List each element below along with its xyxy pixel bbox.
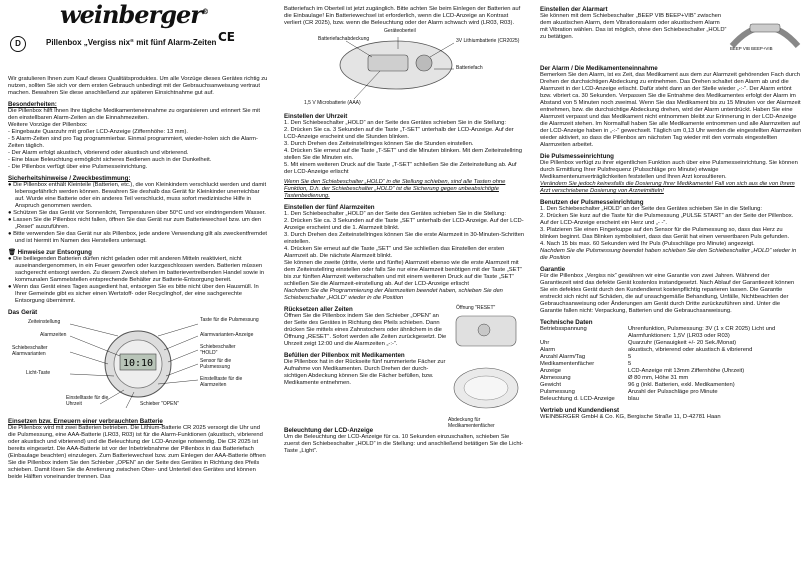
reset-figure <box>448 302 526 429</box>
spec-key: Abmessung <box>540 375 571 381</box>
table-row <box>540 340 802 347</box>
label-lithium: 3V Lithiumbatterie (CR2025) <box>456 38 520 44</box>
label-schiebeschalter: Schiebeschalter Alarmvarianten <box>12 345 48 357</box>
spec-key: Pulsmessung <box>540 389 575 395</box>
battery-cont: Batteriefach im Oberteil ist jetzt zugänglich. Bitte achten Sie beim Einlegen der Batterien auf die Einbaulage! Ein Batteriewechsel ist erforderlich, wenn die LCD-Anzeige an Kontrast verliert (CR 2025), bzw. wenn die Beleuchtung oder der Alarm schwach wird (LR03, R03). <box>284 6 521 26</box>
brand-logo: weinberger® <box>60 0 208 29</box>
safety-list <box>8 182 268 245</box>
pulse-text: Die Pillenbox verfügt zu ihrer eigentlichen Funktion auch über eine Pulsmesseinrichtung. Sie können durch Ermittlung Ihrer Pulsfrequenz (Pulsschläge pro Minute) etwaige Medikamentenunverträglichkeiten feststellen und Ihren Arzt konsultieren. <box>540 160 798 180</box>
switch-label: BEEP VIB BEEP+VIB <box>730 46 773 51</box>
label-alarm-anzeigen: Alarmvarianten-Anzeige <box>200 332 254 338</box>
list-item: ● Lassen Sie die Pillenbox nicht fallen, öffnen Sie das Gerät nur zum Batteriewechsel bzw. um den „Reset“ auszuführen. <box>8 217 262 230</box>
label-reset: Öffnung "RESET" <box>456 305 496 311</box>
alarm-note: Nachdem Sie die Programmierung der Alarmzeiten beendet haben, schieben Sie den Schiebeschalter „HOLD“ wieder in die Position <box>284 288 503 301</box>
table-row <box>540 361 802 368</box>
list-item: Weitere Vorzüge der Pillenbox: <box>8 122 88 128</box>
reset-block <box>284 302 526 429</box>
list-item: - Eine blaue Beleuchtung ermöglicht sicheres Bedienen auch in der Dunkelheit. <box>8 157 212 163</box>
list-item: 3. Durch Drehen des Zeiteinstellringes können Sie die erste Alarmzeit in 30-Minuten-Schritten einstellen. <box>284 232 525 245</box>
list-item: Sie können die zweite (dritte, vierte und fünfte) Alarmzeit ebenso wie die erste Alarmzeit mit dem Zeiteinstellring einstellen oder falls Sie nur eine Alarmzeit benötigen mit der Taste „SET“ bis zur fünften Alarmzeit weiterschalten und mit einem weiteren Druck auf die Taste „SET“ schließen Sie die Alarmzeit-einstellung ab. Auf der LCD-Anzeige erlischt <box>284 260 523 287</box>
intake-heading: Der Alarm / Die Medikamenteneinnahme <box>540 65 658 72</box>
alarm-steps <box>284 211 526 288</box>
list-item: ● Schützen Sie das Gerät vor Sonnenlicht, Temperaturen über 50°C und vor eindringendem Wasser. <box>8 210 266 216</box>
spec-value: blau <box>628 396 639 402</box>
header <box>8 0 268 76</box>
label-einstelltaste-uhr: Einstelltaste für die Uhrzeit <box>66 395 109 407</box>
list-item: 4. Drücken Sie erneut auf die Taste „T-SET“ und die Minuten blinken. Mit dem Zeiteinstellring stellen Sie die Minuten ein. <box>284 148 523 161</box>
list-item: - Eingebaute Quarzuhr mit großer LCD-Anzeige (Ziffernhöhe: 13 mm). <box>8 129 188 135</box>
column-left <box>8 0 268 481</box>
list-item: - 5 Alarm-Zeiten sind pro Tag programmierbar. Einmal programmiert, wieder-holen sich die Alarm-Zeiten täglich. <box>8 136 258 149</box>
label-taste-puls: Taste für die Pulsmessung <box>200 317 259 323</box>
alarm-type-heading: Einstellen der Alarmart <box>540 6 608 13</box>
label-zeiteinstellung: Zeiteinstellung <box>28 319 61 325</box>
warranty-text: Für die Pillenbox „Vergiss nix“ gewähren wir eine Garantie von zwei Jahren. Während der Garantiezeit wird das defekte Gerät kostenlos instandgesetzt. Nach Ablauf der Garantiezeit können Sie ein defektes Gerät durch den Kundendienst kostenpflichtig reparieren lassen. Die Garantie erstreckt sich nicht auf Schäden, die auf unsachgemäße Behandlung, Unfälle, Nichtbeachten der Gebrauchsanweisung oder Änderungen am Gerät durch Dritte zurückzuführen sind. Unter die Garantie fallen nicht: Verpackung, Batterien und die Gebrauchsanweisung. <box>540 273 795 314</box>
spec-value: Uhrenfunktion, Pulsmessung: 3V (1 x CR 2025) Licht und Alarmfunktionen: 1,5V (LR03 oder R03) <box>628 326 776 339</box>
list-item: 3. Durch Drehen des Zeiteinstellringes können Sie die Stunden einstellen. <box>284 141 474 147</box>
pulse-heading: Die Pulsmesseinrichtung <box>540 153 614 160</box>
table-row <box>540 375 802 382</box>
spec-value: 96 g (inkl. Batterien, exkl. Medikamenten) <box>628 382 735 388</box>
reset-heading: Rücksetzen aller Zeiten <box>284 306 353 313</box>
disposal-heading: 🗑 Hinweise zur Entsorgung <box>8 249 92 256</box>
column-right <box>540 6 802 421</box>
light-heading: Beleuchtung der LCD-Anzeige <box>284 427 374 434</box>
device-figure <box>8 318 268 414</box>
spec-value: 5 <box>628 361 632 367</box>
alarm-type-text: Sie können mit dem Schiebeschalter „BEEP VIB BEEP+VIB“ zwischen dem akustischen Alarm, dem Vibrationsalarm oder akustischem Alarm mit Vibration wählen. Das ist möglich, ohne den Schiebeschalter „HOLD“ zu betätigen. <box>540 13 727 40</box>
spec-key: Medikamentenfächer <box>540 361 595 367</box>
spec-value: Ø 80 mm, Höhe 31 mm <box>628 375 689 381</box>
special-heading: Besonderheiten: <box>8 101 57 108</box>
table-row <box>540 347 802 354</box>
list-item: 2. Drücken Sie ca. 3 Sekunden auf die Taste „SET“ unterhalb der LCD-Anzeige. Auf der LCD-Anzeige erscheint und die 1. Alarmzeit blinkt. <box>284 218 524 231</box>
battery-heading: Einsetzen bzw. Erneuern einer verbrauchten Batterie <box>8 418 163 425</box>
warranty-heading: Garantie <box>540 266 566 273</box>
table-row <box>540 368 802 375</box>
list-item: ● Die beiliegenden Batterien dürfen nicht geladen oder mit anderen Mitteln reaktiviert, nicht auseinandergenommen, in ein Feuer geworfen oder kurzgeschlossen werden. Batterien müssen sachgerecht entsorgt werden. Zu diesem Zweck stehen im batterievertreibenden Handel sowie in kommunalen Sammelstellen entsprechende Behälter zur Batterie-Entsorgung bereit. <box>8 256 265 283</box>
tech-table <box>540 326 802 403</box>
table-row <box>540 382 802 389</box>
alarm-type-block <box>540 6 802 61</box>
list-item: 1. Den Schiebeschalter „HOLD“ an der Seite des Gerätes schieben Sie in die Stellung: <box>540 206 763 212</box>
use-steps <box>540 206 802 248</box>
intake-text: Bemerken Sie den Alarm, ist es Zeit, das Medikament aus dem zur Alarmzeit gehörenden Fach durch Drehen der durchsichtigen Abdeckung zu entnehmen. Das Drehen schaltet den Alarm ab und die Alarmzeit in der LCD-Anzeige erlischt. Dafür steht dann an der Stelle wieder „-:-“. Der Alarm ertönt bzw. vibriert ca. 30 Sekunden. Verpassen Sie die Entnahme des Medikamentes erfolgt der Alarm im Abstand von 5 Minuten noch zweimal. Wenn Sie das Medikament bis zu 15 Minuten vor der Alarmzeit entnehmen, bzw. die durchsichtige Abdeckung drehen, wird der Alarm unterdrückt. Haben Sie eine Alarmzeit verpasst und das Medikament nicht entnommen bleibt zur Erinnerung in der LCD-Anzeige die Alarmzeit stehen. Im Normalfall haben Sie alle Medikamente entnommen und alle Alarmzeiten auf der LCD-Anzeige haben in „-:-“ gewechselt. Täglich um 0,13 Uhr werden die eingestellten Alarmzeiten wieder aktiviert, so dass die Pillenbox am nächsten Tag wieder mit den vormals eingestellten Alarmzeiten arbeitet. <box>540 72 802 148</box>
label-oberteil: Geräteoberteil <box>384 28 416 34</box>
label-alarmzeiten: Alarmzeiten <box>40 332 67 338</box>
list-item: 2. Drücken Sie ca. 3 Sekunden auf die Taste „T-SET“ unterhalb der LCD-Anzeige. Auf der LCD-Anzeige erscheint und die Stunden blinken. <box>284 127 514 140</box>
spec-value: LCD-Anzeige mit 13mm Ziffernhöhe (Uhrzeit) <box>628 368 745 374</box>
spec-key: Uhr <box>540 340 550 346</box>
battery-text: Die Pillenbox wird mit zwei Batterien betrieben. Die Lithium-Batterie CR 2025 versorgt die Uhr und die Pulsmessung, eine AAA-Batterie (LR03, R03) ist für die Alarm-Funktionen (akustisch, vibrierend oder akustisch und vibrierend) und die Beleuchtung der LCD-Anzeige notwendig. Die CR 2025 ist bereits eingesetzt. Die AAA-Batterie ist vor der Inbetriebnahme der Pillenbox in das Batteriefach (Einbaulage beachten) einzulegen. Zum Batteriewechsel bzw. zum Einlegen der AAA-Batterie öffnen Sie die Pillenbox indem Sie den Schieber „OPEN“ an der Seite des Gerätes in Richtung des Pfeils schieben. Damit lösen Sie die Arretierung zwischen Ober- und Unterteil des Gerätes und können beide Hälften voneinander trennen. Das <box>8 425 266 480</box>
vendor-heading: Vertrieb und Kundendienst <box>540 407 620 414</box>
spec-key: Beleuchtung d. LCD-Anzeige <box>540 396 615 402</box>
svg-text:10:10: 10:10 <box>122 358 154 369</box>
page-title: Pillenbox „Vergiss nix“ mit fünf Alarm-Zeiten <box>46 38 217 47</box>
list-item: 3. Platzieren Sie einen Fingerkuppe auf den Sensor für die Pulsmessung so, dass das Herz zu blinken beginnt. Das Blinken symbolisiert, dass das Gerät hat einen verwertbaren Puls gefunden. <box>540 227 790 240</box>
spec-value: akustisch, vibrierend oder akustisch & vibrierend <box>628 347 753 353</box>
bin-icon: 🗑 <box>8 249 16 256</box>
reset-illustration <box>448 310 526 420</box>
column-middle <box>284 6 526 455</box>
list-item: ● Bitte verwenden Sie das Gerät nur als Pillenbox, jede andere Verwendung gilt als zweckentfremdet und ist hiermit im Namen des Herstellers untersagt. <box>8 231 268 244</box>
list-item: 1. Den Schiebeschalter „HOLD“ an der Seite des Gerätes schieben Sie in die Stellung: <box>284 120 507 126</box>
reset-text: Öffnen Sie die Pillenbox indem Sie den Schieber „OPEN“ an der Seite des Gerätes in Richtung des Pfeils schieben. Dann drücken Sie mittels eines Zahnstochers oder ähnlichem in die Öffnung „RESET“. Sofort werden alle Zeiten zurückgesetzt. Die Uhrzeit zeigt 12:00 und die Alarmzeiten „-:-“. <box>284 313 447 347</box>
use-note: Nachdem Sie die Pulsmessung beendet haben schieben Sie den Schiebeschalter „HOLD“ wieder in die Position <box>540 248 797 261</box>
list-item: 1. Den Schiebeschalter „HOLD“ an der Seite des Gerätes schieben Sie in die Stellung: <box>284 211 507 217</box>
spec-key: Anzeige <box>540 368 561 374</box>
fill-heading: Befüllen der Pillenbox mit Medikamenten <box>284 352 405 359</box>
label-hold: Schiebeschalter "HOLD" <box>200 344 236 356</box>
time-heading: Einstellen der Uhrzeit <box>284 113 348 120</box>
spec-value: 5 <box>628 354 632 360</box>
table-row <box>540 389 802 396</box>
label-abdeckung: Batteriefachabdeckung <box>318 36 370 42</box>
safety-heading: Sicherheitshinweise / Zweckbestimmung: <box>8 175 131 182</box>
pulse-note: Verändern Sie jedoch keinesfalls die Dosierung Ihrer Medikamente! Fall von sich aus die von Ihrem Arzt verschriebene Dosierung von Arzneimitteln! <box>540 181 795 194</box>
label-batteriefach: Batteriefach <box>456 65 483 71</box>
spec-key: Alarm <box>540 347 556 353</box>
intro-text: Wir gratulieren Ihnen zum Kauf dieses Qualitätsproduktes. Um alle Vorzüge dieses Gerätes richtig zu nutzen, sollten Sie sich vor dem ersten Gebrauch unbedingt mit der Gebrauchsanweisung vertraut machen. Bewahren Sie diese anschließend zur späteren Einsichtnahme gut auf. <box>8 76 268 96</box>
list-item: - Der Alarm erfolgt akustisch, vibrierend oder akustisch und vibrierend. <box>8 150 189 156</box>
list-item: 2. Drücken Sie kurz auf die Taste für die Pulsmessung „PULSE START“ an der Seite der Pillenbox. Auf der LCD-Anzeige erscheint ein Herz und „- -“. <box>540 213 794 226</box>
alarm-heading: Einstellen der fünf Alarmzeiten <box>284 204 375 211</box>
label-fill: Abdeckung für Medikamentenfächer <box>448 417 495 429</box>
ce-mark: CE <box>218 30 236 44</box>
label-micro: 1,5 V Microbatterie (AAA) <box>304 100 361 106</box>
spec-key: Anzahl Alarm/Tag <box>540 354 586 360</box>
switch-figure <box>728 6 802 61</box>
country-badge: D <box>10 36 26 52</box>
list-item: 4. Nach 15 bis max. 60 Sekunden wird Ihr Puls (Pulsschläge pro Minute) angezeigt. <box>540 241 755 247</box>
fill-text: Die Pillenbox hat in der Rückseite fünf nummerierte Fächer zur Aufnahme von Medikamenten. Durch Drehen der durch-sichtigen Abdeckung können Sie die Fächer befüllen, bzw. Medikamente entnehmen. <box>284 359 446 386</box>
list-item: ● Wenn das Gerät eines Tages ausgedient hat, entsorgen Sie es bitte nicht über den Hausmüll. In Ihrer Gemeinde gibt es sicher einen Wertstoff- oder Recyclinghof, der eine sachgerechte Entsorgung übernimmt. <box>8 284 259 304</box>
vendor-text: WEINBERGER GmbH & Co. KG, Bergische Straße 11, D-42781 Haan <box>540 414 721 420</box>
time-note: Wenn Sie den Schiebeschalter „HOLD“ in die Stellung schieben, sind alle Tasten ohne Funktion, D.h. der Schiebeschalter „HOLD“ ist die Sicherung gegen unbeabsichtigte Tastenbedienung. <box>284 179 506 199</box>
list-item: ● Die Pillenbox enthält Kleinteile (Batterien, etc.), die von Kleinkindern verschluckt werden und damit lebensgefährlich werden können. Bewahren Sie deshalb das Gerät für Kleinkinder unerreichbar auf. Wurde eine Batterie oder ein anderes Teil verschluckt, muss sofort medizinische Hilfe in Anspruch genommen werden. <box>8 182 267 209</box>
tech-heading: Technische Daten <box>540 319 593 326</box>
list-item: - Die Pillenbox verfügt über eine Pulsmesseinrichtung. <box>8 164 148 170</box>
list-item: Die Pillenbox hilft Ihnen Ihre tägliche Medikamenteneinnahme zu organisieren und erinnert Sie mit den einstellbaren Alarm-Zeiten an die Einnahmezeiten. <box>8 108 260 121</box>
table-row <box>540 354 802 361</box>
disposal-list <box>8 256 268 305</box>
spec-key: Betriebsspannung <box>540 326 587 332</box>
spec-value: Anzahl der Pulsschläge pro Minute <box>628 389 718 395</box>
special-list <box>8 108 268 171</box>
light-text: Um die Beleuchtung der LCD-Anzeige für ca. 10 Sekunden einzuschalten, schieben Sie zuerst den Schiebeschalter „HOLD“ in die Stellung: und anschließend betätigen Sie die Licht-Taste „Light“. <box>284 434 524 454</box>
list-item: 4. Drücken Sie erneut auf die Taste „SET“ und Sie schließen das Einstellen der ersten Alarmzeit ab. Die nächste Alarmzeit blinkt. <box>284 246 505 259</box>
list-item: 5. Mit einem weiteren Druck auf die Taste „T-SET“ schließen Sie die Zeiteinstellung ab. Auf der LCD-Anzeige erlischt <box>284 162 517 175</box>
label-open: Schieber "OPEN" <box>140 401 179 407</box>
time-steps <box>284 120 526 176</box>
label-einstelltaste: Einstelltaste für die Alarmzeiten <box>200 376 243 388</box>
use-heading: Benutzen der Pulsmesseinrichtung <box>540 199 644 206</box>
spec-value: Quarzuhr (Genauigkeit +/- 20 Sek./Monat) <box>628 340 737 346</box>
table-row <box>540 326 802 340</box>
device-heading: Das Gerät <box>8 309 38 316</box>
battery-figure <box>284 29 526 109</box>
table-row <box>540 396 802 403</box>
spec-key: Gewicht <box>540 382 561 388</box>
label-licht: Licht-Taste <box>26 370 51 376</box>
label-sensor: Sensor für die Pulsmessung <box>200 358 232 370</box>
